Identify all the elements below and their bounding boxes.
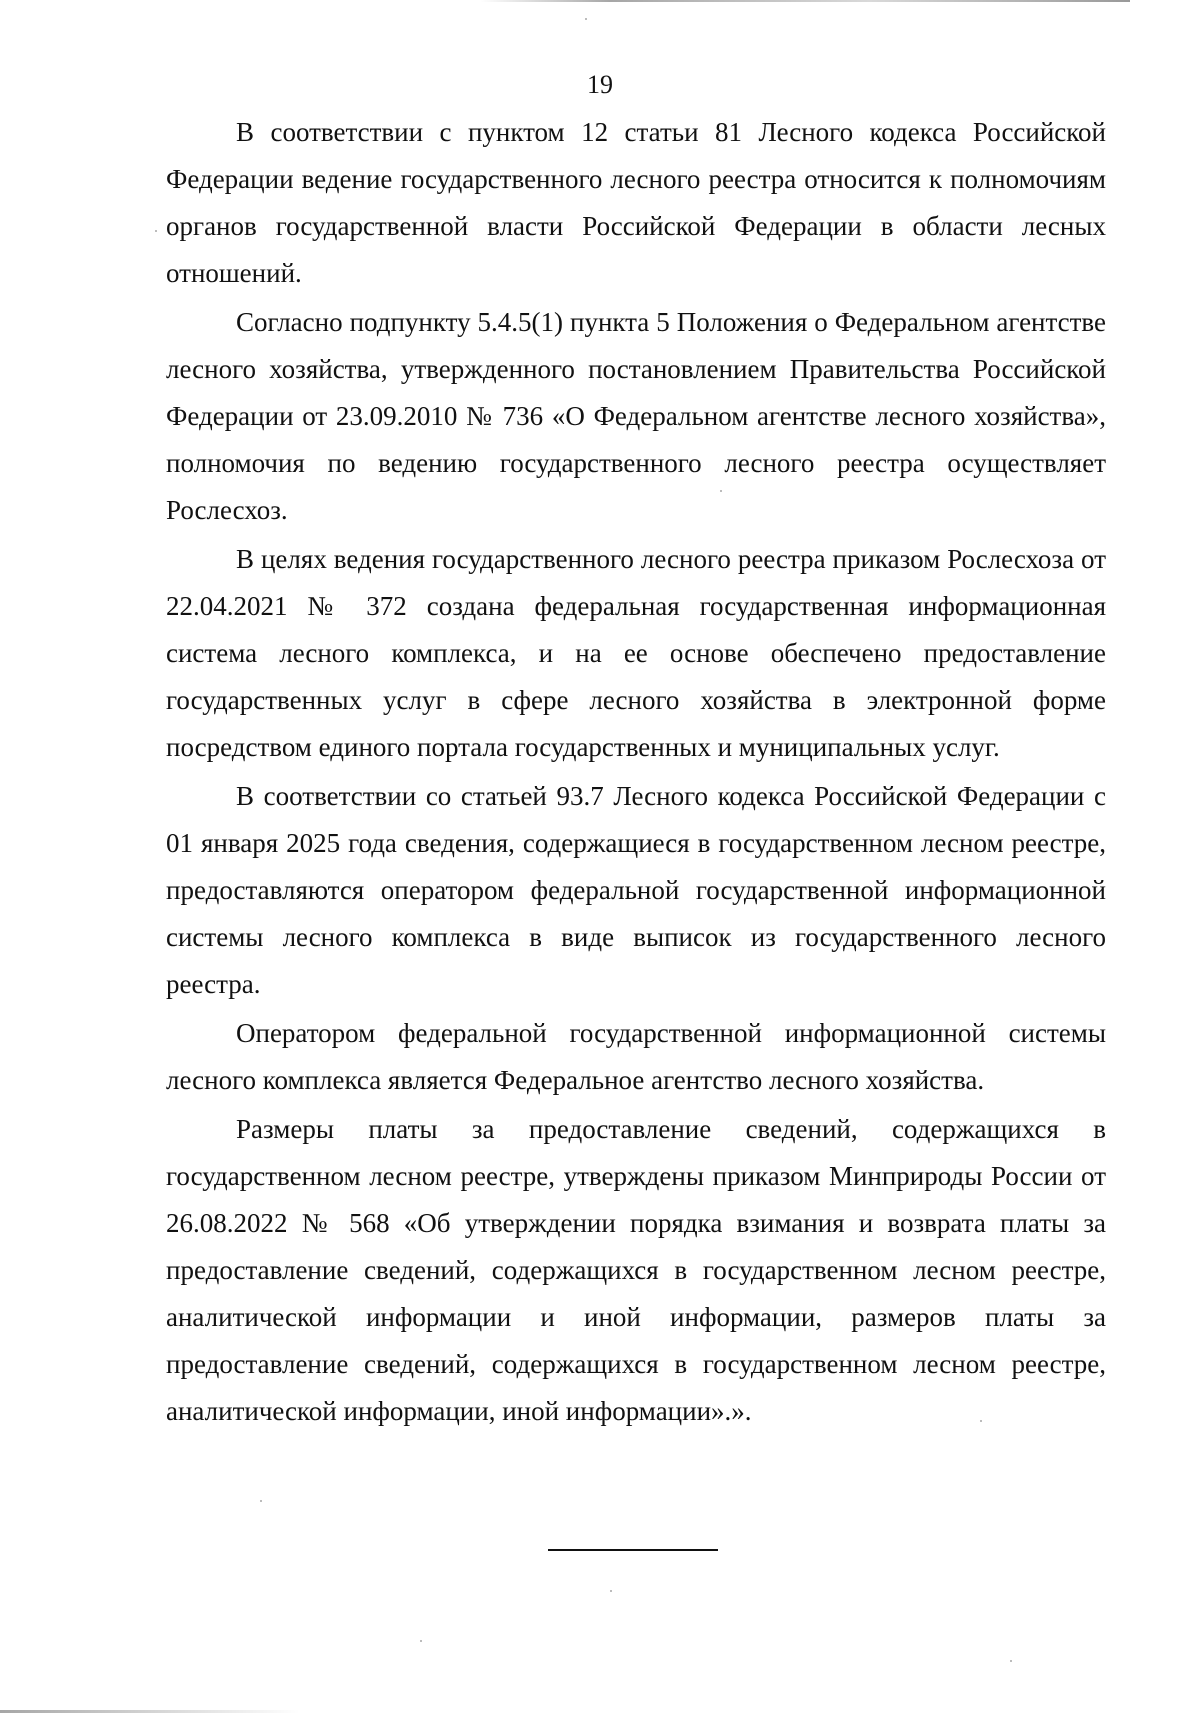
paragraph-registry-extracts: В соответствии со статьей 93.7 Лесного кодекса Российской Федерации с 01 января 2025 года сведения, содержащиеся в государственном лесном реестре, предоставляются оператором федеральной государственной информационной системы лесного комплекса в виде выписок из государственного лесного реестра. [166,781,1106,999]
scan-speck [720,490,722,492]
scan-edge-top [480,0,1130,2]
scan-speck [155,230,157,232]
paragraph-information-system: В целях ведения государственного лесного реестра приказом Рослесхоза от 22.04.2021 № 372 создана федеральная государственная информационная система лесного комплекса, и на ее основе обеспечено предоставление государственных услуг в сфере лесного хозяйства в электронной форме посредством единого портала государственных и муниципальных услуг. [166,544,1106,762]
scan-speck [420,1640,422,1642]
scan-speck [585,18,587,20]
scan-edge-bottom [0,1710,300,1713]
scan-speck [610,1590,612,1592]
paragraph-system-operator: Оператором федеральной государственной информационной системы лесного комплекса является Федеральное агентство лесного хозяйства. [166,1018,1106,1095]
paragraph-fee-amounts: Размеры платы за предоставление сведений, содержащихся в государственном лесном реестре, утверждены приказом Минприроды России от 26.08.2022 № 568 «Об утверждении порядка взимания и возврата платы за предоставление сведений, содержащихся в государственном лесном реестре, аналитической информации и иной информации, размеров платы за предоставление сведений, содержащихся в государственном лесном реестре, аналитической информации, иной информации».». [166,1114,1106,1426]
paragraph-forest-registry-authority: В соответствии с пунктом 12 статьи 81 Лесного кодекса Российской Федерации ведение государственного лесного реестра относится к полномочиям органов государственной власти Российской Федерации в области лесных отношений. [166,117,1106,288]
closing-rule-line [548,1549,718,1551]
scan-speck [260,1500,262,1502]
paragraph-rosleskhoz-powers: Согласно подпункту 5.4.5(1) пункта 5 Положения о Федеральном агентстве лесного хозяйства, утвержденного постановлением Правительства Российской Федерации от 23.09.2010 № 736 «О Федеральном агентстве лесного хозяйства», полномочия по ведению государственного лесного реестра осуществляет Рослесхоз. [166,307,1106,525]
scan-speck [1010,1660,1012,1662]
scan-speck [980,1420,982,1422]
document-body [166,109,1106,1437]
page-number: 19 [587,70,613,99]
